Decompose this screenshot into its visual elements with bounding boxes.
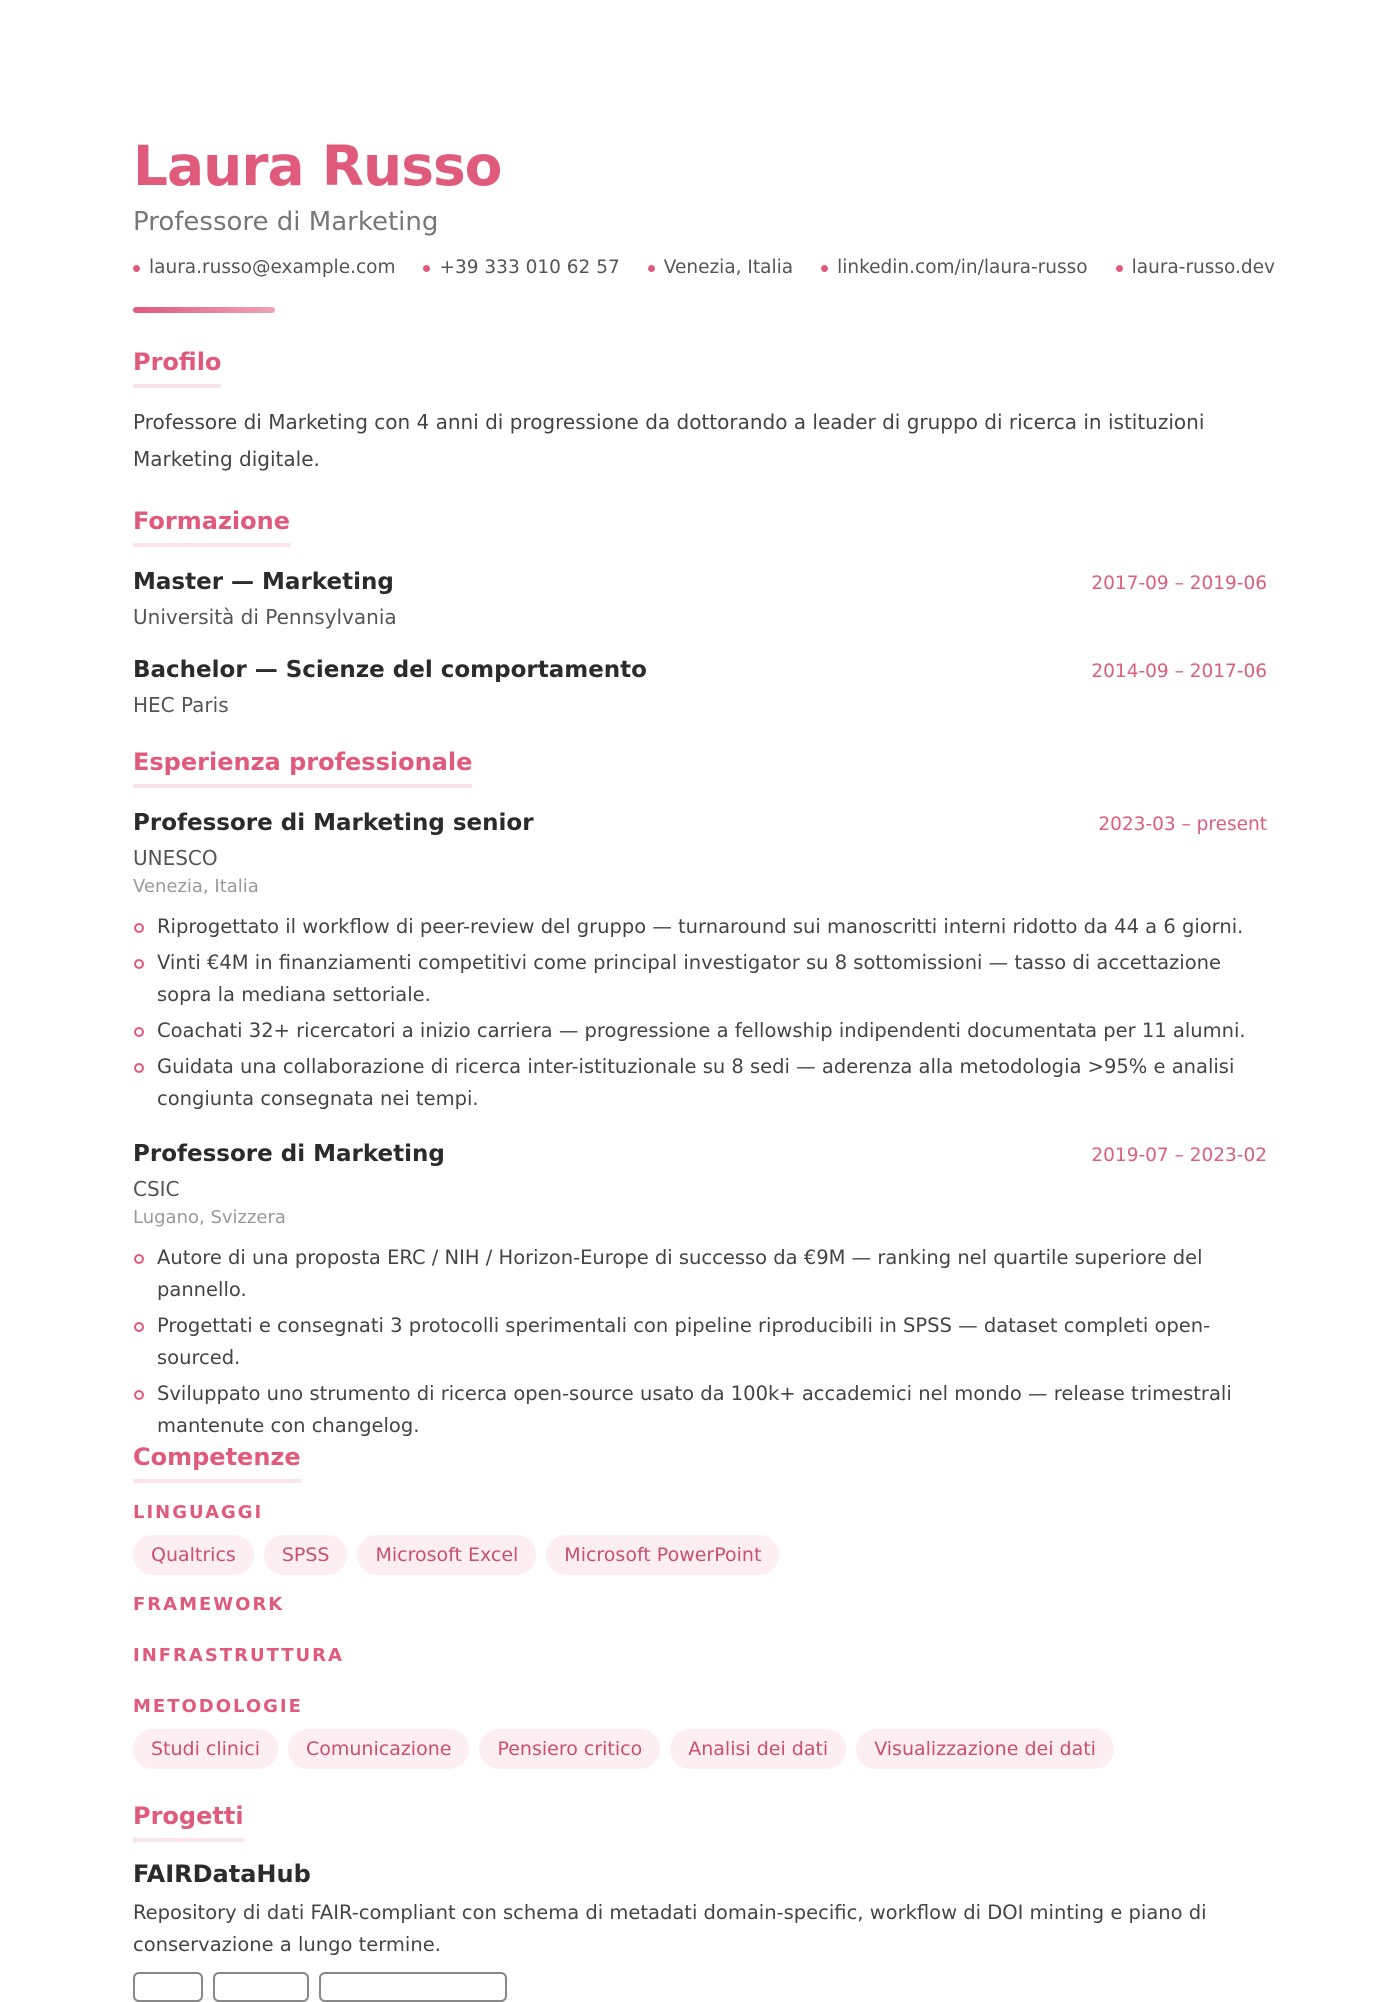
skill-chip: Microsoft PowerPoint bbox=[546, 1535, 779, 1575]
experience-location: Venezia, Italia bbox=[133, 876, 259, 897]
contact-website[interactable] bbox=[1116, 254, 1275, 282]
skill-chip-list bbox=[133, 1535, 779, 1575]
education-degree: Master — Marketing bbox=[133, 569, 394, 595]
skill-chip: Studi clinici bbox=[133, 1729, 278, 1769]
section-title-skills: Competenze bbox=[133, 1440, 301, 1483]
experience-bullets bbox=[133, 911, 1267, 1119]
contact-list bbox=[133, 254, 1275, 282]
project-name: FAIRDataHub bbox=[133, 1860, 311, 1888]
section-title-education: Formazione bbox=[133, 504, 290, 547]
section-title-experience: Esperienza professionale bbox=[133, 745, 472, 788]
bullet-dot-icon bbox=[648, 265, 655, 272]
candidate-role: Professore di Marketing bbox=[133, 207, 439, 237]
experience-org: UNESCO bbox=[133, 846, 218, 870]
skill-chip: Analisi dei dati bbox=[670, 1729, 846, 1769]
project-tag bbox=[133, 1972, 203, 2002]
skill-chip-list bbox=[133, 1729, 1114, 1769]
experience-org: CSIC bbox=[133, 1177, 180, 1201]
experience-dates: 2019-07 – 2023-02 bbox=[1091, 1145, 1267, 1166]
experience-role: Professore di Marketing senior bbox=[133, 810, 534, 836]
contact-linkedin[interactable] bbox=[821, 254, 1088, 282]
education-dates: 2017-09 – 2019-06 bbox=[1091, 573, 1267, 594]
education-dates: 2014-09 – 2017-06 bbox=[1091, 661, 1267, 682]
education-school: HEC Paris bbox=[133, 693, 229, 717]
skill-chip: Comunicazione bbox=[288, 1729, 469, 1769]
bullet-dot-icon bbox=[1116, 265, 1123, 272]
skill-group-label: INFRASTRUTTURA bbox=[133, 1645, 344, 1666]
project-tag-list bbox=[133, 1972, 507, 2002]
list-item: Coachati 32+ ricercatori a inizio carriera — progressione a fellowship indipendenti documentata per 11 alumni. bbox=[133, 1015, 1267, 1047]
section-title-projects: Progetti bbox=[133, 1799, 244, 1842]
skill-chip: Visualizzazione dei dati bbox=[856, 1729, 1114, 1769]
contact-email-text: laura.russo@example.com bbox=[149, 257, 396, 278]
list-item: Progettati e consegnati 3 protocolli sperimentali con pipeline riproducibili in SPSS — dataset completi open-sourced. bbox=[133, 1310, 1267, 1374]
skill-chip: Microsoft Excel bbox=[357, 1535, 536, 1575]
list-item: Autore di una proposta ERC / NIH / Horizon-Europe di successo da €9M — ranking nel quartile superiore del pannello. bbox=[133, 1242, 1267, 1306]
header-divider bbox=[133, 307, 275, 313]
experience-bullets bbox=[133, 1242, 1267, 1446]
section-title-profile: Profilo bbox=[133, 345, 221, 388]
contact-email[interactable] bbox=[133, 254, 395, 282]
contact-website-text: laura-russo.dev bbox=[1131, 257, 1275, 278]
candidate-name: Laura Russo bbox=[133, 134, 502, 198]
contact-phone-text: +39 333 010 62 57 bbox=[439, 257, 620, 278]
education-school: Università di Pennsylvania bbox=[133, 605, 397, 629]
list-item: Riprogettato il workflow di peer-review del gruppo — turnaround sui manoscritti interni ridotto da 44 a 6 giorni. bbox=[133, 911, 1267, 943]
bullet-dot-icon bbox=[821, 265, 828, 272]
list-item: Sviluppato uno strumento di ricerca open-source usato da 100k+ accademici nel mondo — release trimestrali mantenute con changelog. bbox=[133, 1378, 1267, 1442]
skill-group-label: METODOLOGIE bbox=[133, 1696, 303, 1717]
profile-text: Professore di Marketing con 4 anni di progressione da dottorando a leader di gruppo di ricerca in istituzioni Marketing digitale. bbox=[133, 410, 1205, 471]
experience-location: Lugano, Svizzera bbox=[133, 1207, 286, 1228]
contact-location bbox=[648, 254, 793, 282]
list-item: Guidata una collaborazione di ricerca inter-istituzionale su 8 sedi — aderenza alla metodologia >95% e analisi congiunta consegnata nei tempi. bbox=[133, 1051, 1267, 1115]
contact-phone[interactable] bbox=[423, 254, 619, 282]
skill-chip: Qualtrics bbox=[133, 1535, 254, 1575]
skill-group-label: FRAMEWORK bbox=[133, 1594, 285, 1615]
project-tag bbox=[319, 1972, 507, 2002]
education-degree: Bachelor — Scienze del comportamento bbox=[133, 657, 647, 683]
list-item: Vinti €4M in finanziamenti competitivi come principal investigator su 8 sottomissioni — tasso di accettazione sopra la mediana settoriale. bbox=[133, 947, 1267, 1011]
bullet-dot-icon bbox=[133, 265, 140, 272]
contact-linkedin-text: linkedin.com/in/laura-russo bbox=[837, 257, 1088, 278]
experience-role: Professore di Marketing bbox=[133, 1141, 445, 1167]
project-description: Repository di dati FAIR-compliant con schema di metadati domain-specific, workflow di DOI minting e piano di conservazione a lungo termine. bbox=[133, 1901, 1207, 1956]
bullet-dot-icon bbox=[423, 265, 430, 272]
experience-dates: 2023-03 – present bbox=[1098, 814, 1267, 835]
contact-location-text: Venezia, Italia bbox=[663, 257, 794, 278]
skill-chip: SPSS bbox=[264, 1535, 348, 1575]
skill-chip: Pensiero critico bbox=[479, 1729, 660, 1769]
skill-group-label: LINGUAGGI bbox=[133, 1502, 264, 1523]
project-tag bbox=[213, 1972, 309, 2002]
